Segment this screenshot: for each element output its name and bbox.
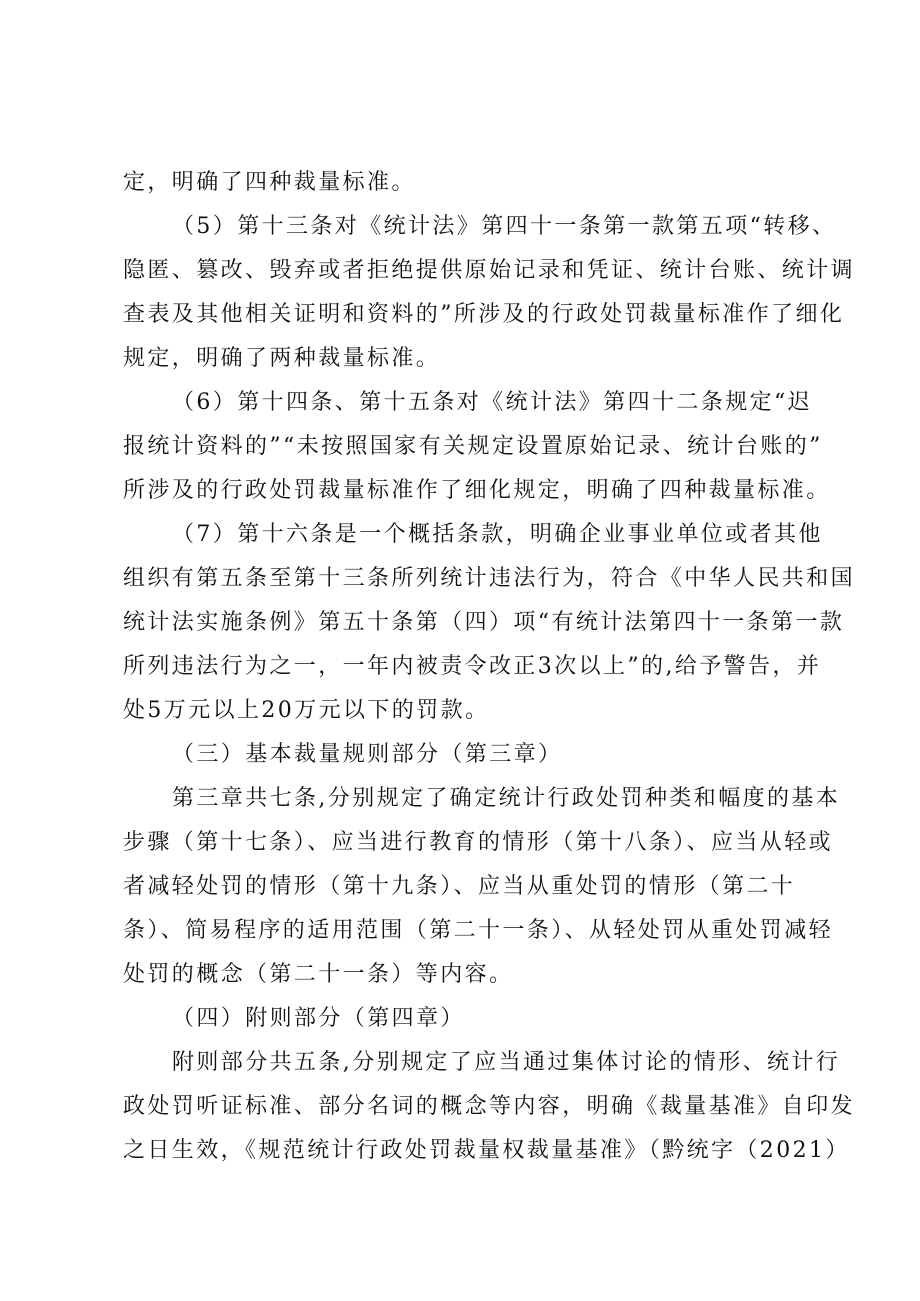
text-line: 查表及其他相关证明和资料的”所涉及的行政处罚裁量标准作了细化 (123, 302, 845, 327)
section-heading: （三）基本裁量规则部分（第三章） (172, 742, 563, 767)
text-line: 者减轻处罚的情形（第十九条）、应当从重处罚的情形（第二十 (123, 874, 796, 899)
text-line: 条）、简易程序的适用范围（第二十一条）、从轻处罚从重处罚减轻 (123, 918, 834, 943)
text-line: 附则部分共五条,分别规定了应当通过集体讨论的情形、统计行 (172, 1050, 841, 1075)
text-line: 组织有第五条至第十三条所列统计违法行为，符合《中华人民共和国 (123, 566, 856, 591)
text-line: 步骤（第十七条）、应当进行教育的情形（第十八条）、应当从轻或 (123, 830, 834, 855)
text-line: 所列违法行为之一，一年内被责令改正3次以上”的,给予警告，并 (123, 654, 822, 679)
text-line: 隐匿、篡改、毁弃或者拒绝提供原始记录和凭证、统计台账、统计调 (123, 258, 856, 283)
text-line: 统计法实施条例》第五十条第（四）项“有统计法第四十一条第一款 (123, 610, 845, 635)
text-line: （6）第十四条、第十五条对《统计法》第四十二条规定“迟 (172, 390, 813, 415)
text-line: 政处罚听证标准、部分名词的概念等内容，明确《裁量基准》自印发 (123, 1094, 856, 1119)
text-line: 第三章共七条,分别规定了确定统计行政处罚种类和幅度的基本 (172, 786, 841, 811)
text-line: 处罚的概念（第二十一条）等内容。 (123, 962, 514, 987)
text-line: 所涉及的行政处罚裁量标准作了细化规定，明确了四种裁量标准。 (123, 478, 831, 503)
text-line: 报统计资料的”“未按照国家有关规定设置原始记录、统计台账的” (123, 434, 823, 459)
text-line: 处5万元以上20万元以下的罚款。 (123, 698, 490, 723)
section-heading: （四）附则部分（第四章） (172, 1006, 465, 1031)
text-line: （7）第十六条是一个概括条款，明确企业事业单位或者其他 (172, 522, 823, 547)
text-line: 之日生效，《规范统计行政处罚裁量权裁量基准》（黔统字（2021） (123, 1138, 850, 1163)
text-line: 规定，明确了两种裁量标准。 (123, 346, 441, 371)
text-line: 定，明确了四种裁量标准。 (123, 170, 416, 195)
text-line: （5）第十三条对《统计法》第四十一条第一款第五项“转移、 (172, 214, 837, 239)
